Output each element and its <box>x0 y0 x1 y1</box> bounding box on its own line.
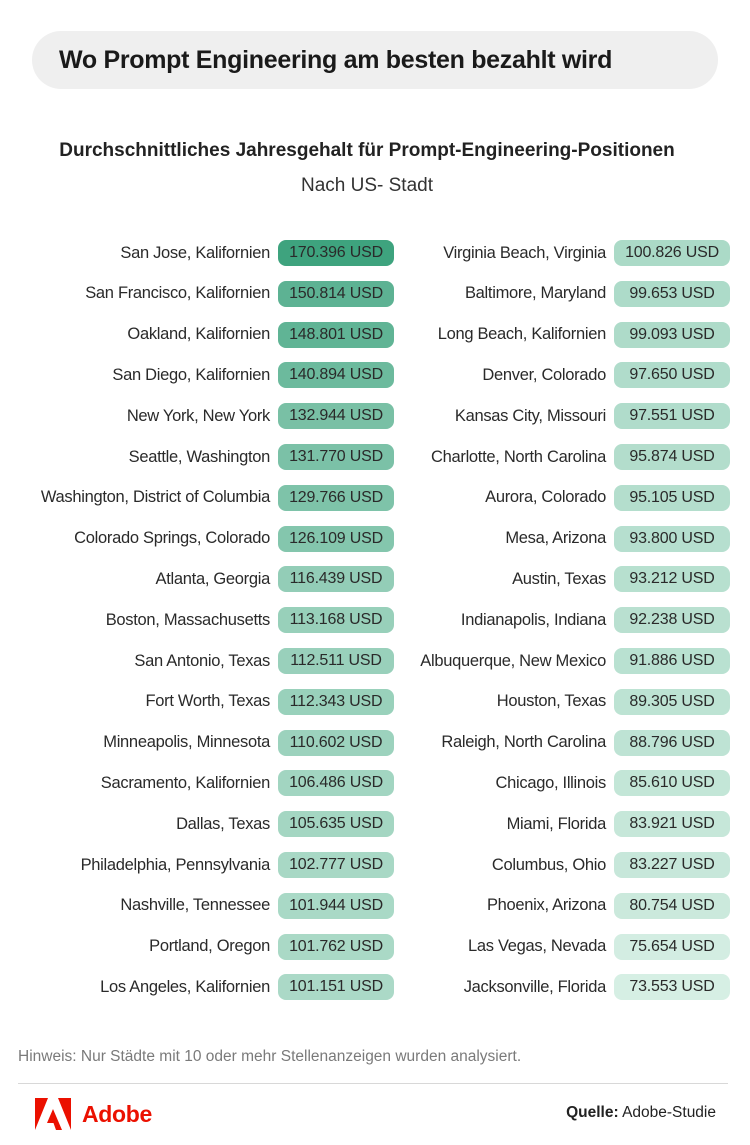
city-label: Chicago, Illinois <box>495 773 606 792</box>
city-label: Indianapolis, Indiana <box>460 610 606 629</box>
city-label: Mesa, Arizona <box>505 529 606 548</box>
salary-value-pill: 83.921 USD <box>614 811 730 837</box>
salary-value-pill: 106.486 USD <box>278 770 394 796</box>
city-label: Jacksonville, Florida <box>463 977 606 996</box>
salary-value-pill: 95.874 USD <box>614 444 730 470</box>
chart-title: Durchschnittliches Jahresgehalt für Prompt-Engineering-Positionen <box>59 140 675 161</box>
salary-row <box>400 893 730 919</box>
city-label: Columbus, Ohio <box>491 855 606 874</box>
salary-row <box>0 322 394 348</box>
chart-subtitle: Nach US- Stadt <box>301 175 433 196</box>
city-label: San Antonio, Texas <box>134 651 270 670</box>
city-label: Atlanta, Georgia <box>155 569 270 588</box>
salary-row <box>0 770 394 796</box>
salary-row <box>400 566 730 592</box>
salary-row <box>0 730 394 756</box>
city-label: Raleigh, North Carolina <box>441 733 606 752</box>
salary-row <box>0 362 394 388</box>
salary-row <box>400 934 730 960</box>
city-label: Albuquerque, New Mexico <box>420 651 606 670</box>
salary-row <box>0 607 394 633</box>
salary-row <box>400 852 730 878</box>
salary-value-pill: 92.238 USD <box>614 607 730 633</box>
salary-row <box>400 730 730 756</box>
salary-value-pill: 89.305 USD <box>614 689 730 715</box>
salary-value-pill: 99.093 USD <box>614 322 730 348</box>
salary-value-pill: 101.762 USD <box>278 934 394 960</box>
salary-row <box>0 485 394 511</box>
salary-value-pill: 140.894 USD <box>278 362 394 388</box>
city-label: Oakland, Kalifornien <box>127 325 270 344</box>
salary-row <box>400 526 730 552</box>
salary-row <box>0 281 394 307</box>
salary-row <box>400 281 730 307</box>
city-label: Nashville, Tennessee <box>120 896 270 915</box>
city-label: Colorado Springs, Colorado <box>74 529 270 548</box>
salary-value-pill: 80.754 USD <box>614 893 730 919</box>
footnote: Hinweis: Nur Städte mit 10 oder mehr Stellenanzeigen wurden analysiert. <box>18 1048 522 1065</box>
salary-row <box>400 811 730 837</box>
salary-value-pill: 116.439 USD <box>278 566 394 592</box>
city-label: Minneapolis, Minnesota <box>103 733 270 752</box>
source-credit <box>566 1104 716 1122</box>
salary-value-pill: 93.212 USD <box>614 566 730 592</box>
adobe-logo <box>35 1098 152 1130</box>
salary-row <box>0 240 394 266</box>
salary-row <box>0 974 394 1000</box>
city-label: Philadelphia, Pennsylvania <box>80 855 270 874</box>
city-label: San Diego, Kalifornien <box>112 365 270 384</box>
salary-value-pill: 102.777 USD <box>278 852 394 878</box>
salary-value-pill: 93.800 USD <box>614 526 730 552</box>
city-label: Las Vegas, Nevada <box>467 937 606 956</box>
salary-value-pill: 88.796 USD <box>614 730 730 756</box>
salary-value-pill: 129.766 USD <box>278 485 394 511</box>
city-label: Portland, Oregon <box>149 937 270 956</box>
salary-value-pill: 97.650 USD <box>614 362 730 388</box>
salary-row <box>0 526 394 552</box>
city-label: New York, New York <box>126 406 270 425</box>
salary-value-pill: 85.610 USD <box>614 770 730 796</box>
salary-row <box>0 566 394 592</box>
salary-value-pill: 83.227 USD <box>614 852 730 878</box>
salary-row <box>400 974 730 1000</box>
city-label: Charlotte, North Carolina <box>431 447 606 466</box>
city-label: Los Angeles, Kalifornien <box>100 977 270 996</box>
city-label: Virginia Beach, Virginia <box>443 243 606 262</box>
salary-row <box>0 934 394 960</box>
city-label: Baltimore, Maryland <box>464 284 606 303</box>
salary-value-pill: 148.801 USD <box>278 322 394 348</box>
salary-value-pill: 131.770 USD <box>278 444 394 470</box>
city-label: Long Beach, Kalifornien <box>437 325 606 344</box>
salary-value-pill: 75.654 USD <box>614 934 730 960</box>
salary-row <box>400 362 730 388</box>
salary-value-pill: 101.944 USD <box>278 893 394 919</box>
footer-divider <box>18 1083 728 1084</box>
salary-row <box>0 893 394 919</box>
salary-value-pill: 100.826 USD <box>614 240 730 266</box>
city-label: Phoenix, Arizona <box>486 896 606 915</box>
city-label: Aurora, Colorado <box>485 488 606 507</box>
salary-value-pill: 95.105 USD <box>614 485 730 511</box>
salary-row <box>400 444 730 470</box>
salary-row <box>0 852 394 878</box>
salary-row <box>0 444 394 470</box>
city-label: Houston, Texas <box>496 692 606 711</box>
city-label: Seattle, Washington <box>128 447 270 466</box>
salary-row <box>0 648 394 674</box>
salary-row <box>400 240 730 266</box>
salary-value-pill: 101.151 USD <box>278 974 394 1000</box>
salary-value-pill: 73.553 USD <box>614 974 730 1000</box>
salary-row <box>400 322 730 348</box>
source-label: Quelle: <box>566 1104 619 1121</box>
salary-value-pill: 170.396 USD <box>278 240 394 266</box>
city-label: Dallas, Texas <box>176 814 270 833</box>
salary-value-pill: 112.511 USD <box>278 648 394 674</box>
salary-value-pill: 97.551 USD <box>614 403 730 429</box>
salary-value-pill: 113.168 USD <box>278 607 394 633</box>
city-label: Denver, Colorado <box>482 365 606 384</box>
city-label: San Jose, Kalifornien <box>120 243 270 262</box>
salary-value-pill: 91.886 USD <box>614 648 730 674</box>
salary-value-pill: 110.602 USD <box>278 730 394 756</box>
salary-row <box>400 403 730 429</box>
city-label: San Francisco, Kalifornien <box>85 284 270 303</box>
header-bar <box>32 31 718 89</box>
salary-row <box>0 403 394 429</box>
salary-row <box>400 689 730 715</box>
salary-row <box>400 770 730 796</box>
source-value: Adobe-Studie <box>622 1104 716 1121</box>
page-title: Wo Prompt Engineering am besten bezahlt wird <box>59 45 613 74</box>
salary-value-pill: 99.653 USD <box>614 281 730 307</box>
salary-value-pill: 150.814 USD <box>278 281 394 307</box>
city-label: Austin, Texas <box>512 569 606 588</box>
salary-row <box>0 811 394 837</box>
salary-row <box>400 485 730 511</box>
city-label: Kansas City, Missouri <box>454 406 606 425</box>
city-label: Sacramento, Kalifornien <box>100 773 270 792</box>
city-label: Fort Worth, Texas <box>145 692 270 711</box>
salary-value-pill: 126.109 USD <box>278 526 394 552</box>
city-label: Miami, Florida <box>506 814 606 833</box>
adobe-logo-text: Adobe <box>82 1100 153 1127</box>
salary-row <box>400 607 730 633</box>
salary-row <box>0 689 394 715</box>
salary-value-pill: 112.343 USD <box>278 689 394 715</box>
city-label: Boston, Massachusetts <box>105 610 270 629</box>
city-label: Washington, District of Columbia <box>40 488 270 507</box>
salary-value-pill: 105.635 USD <box>278 811 394 837</box>
adobe-logo-icon <box>35 1098 71 1130</box>
salary-row <box>400 648 730 674</box>
salary-value-pill: 132.944 USD <box>278 403 394 429</box>
